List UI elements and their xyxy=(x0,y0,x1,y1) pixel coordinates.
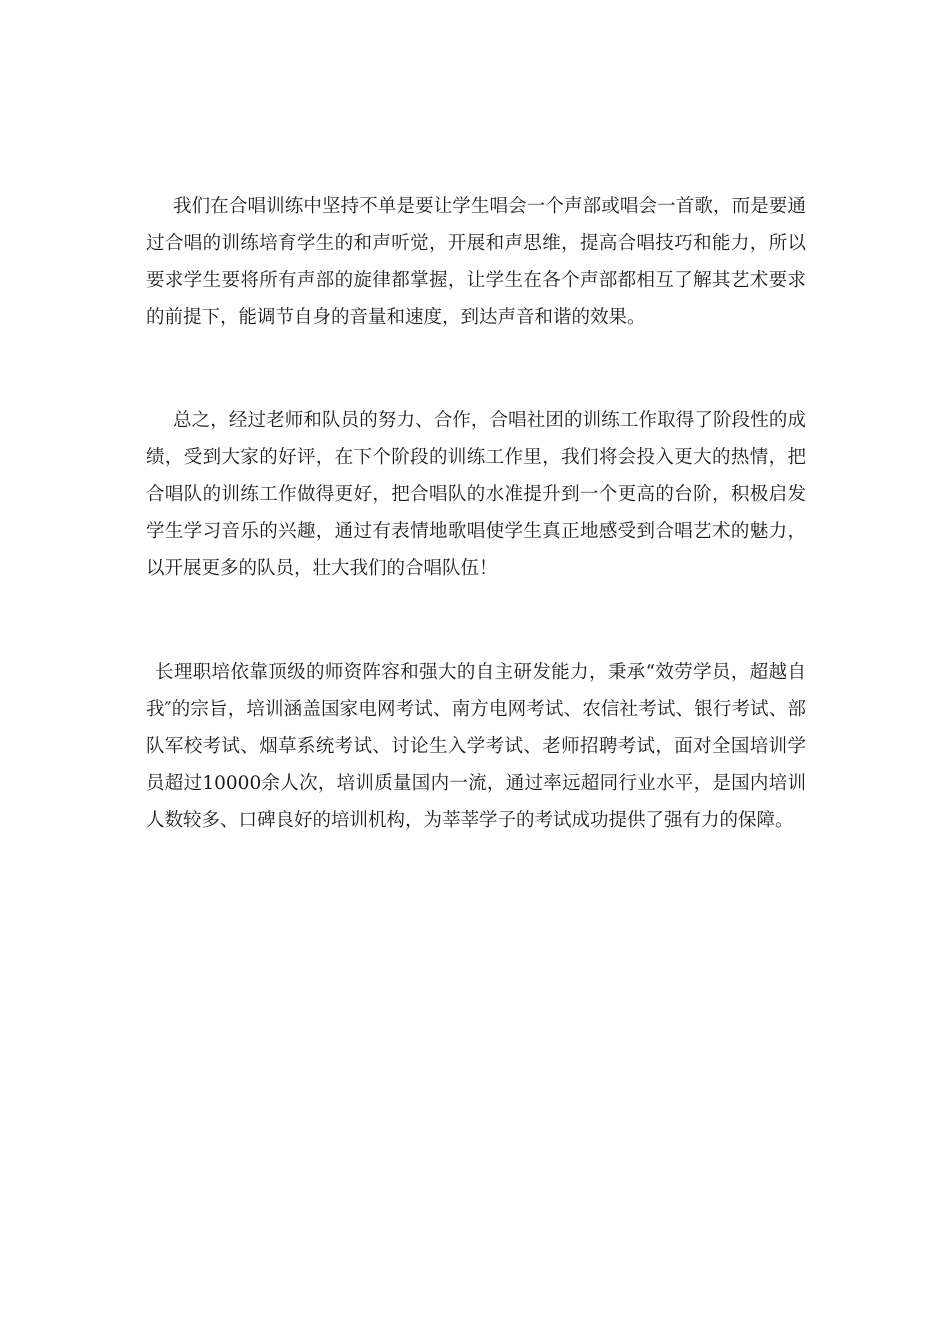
paragraph-choir-training: 我们在合唱训练中坚持不单是要让学生唱会一个声部或唱会一首歌，而是要通过合唱的训练培育学生的和声听觉，开展和声思维，提高合唱技巧和能力，所以要求学生要将所有声部的旋律都掌握，让学生在各个声部都相互了解其艺术要求的前提下，能调节自身的音量和速度，到达声音和谐的效果。 xyxy=(146,196,806,328)
paragraph-summary: 总之，经过老师和队员的努力、合作，合唱社团的训练工作取得了阶段性的成绩，受到大家的好评，在下个阶段的训练工作里，我们将会投入更大的热情，把合唱队的训练工作做得更好，把合唱队的水准提升到一个更高的台阶，积极启发学生学习音乐的兴趣，通过有表情地歌唱使学生真正地感受到合唱艺术的魅力，以开展更多的队员，壮大我们的合唱队伍！ xyxy=(146,410,806,579)
paragraph-institution-ad: 长理职培依靠顶级的师资阵容和强大的自主研发能力，秉承“效劳学员，超越自我″的宗旨，培训涵盖国家电网考试、南方电网考试、农信社考试、银行考试、部队军校考试、烟草系统考试、讨论生入学考试、老师招聘考试，面对全国培训学员超过10000余人次，培训质量国内一流，通过率远超同行业水平，是国内培训人数较多、口碑良好的培训机构，为莘莘学子的考试成功提供了强有力的保障。 xyxy=(146,662,806,831)
